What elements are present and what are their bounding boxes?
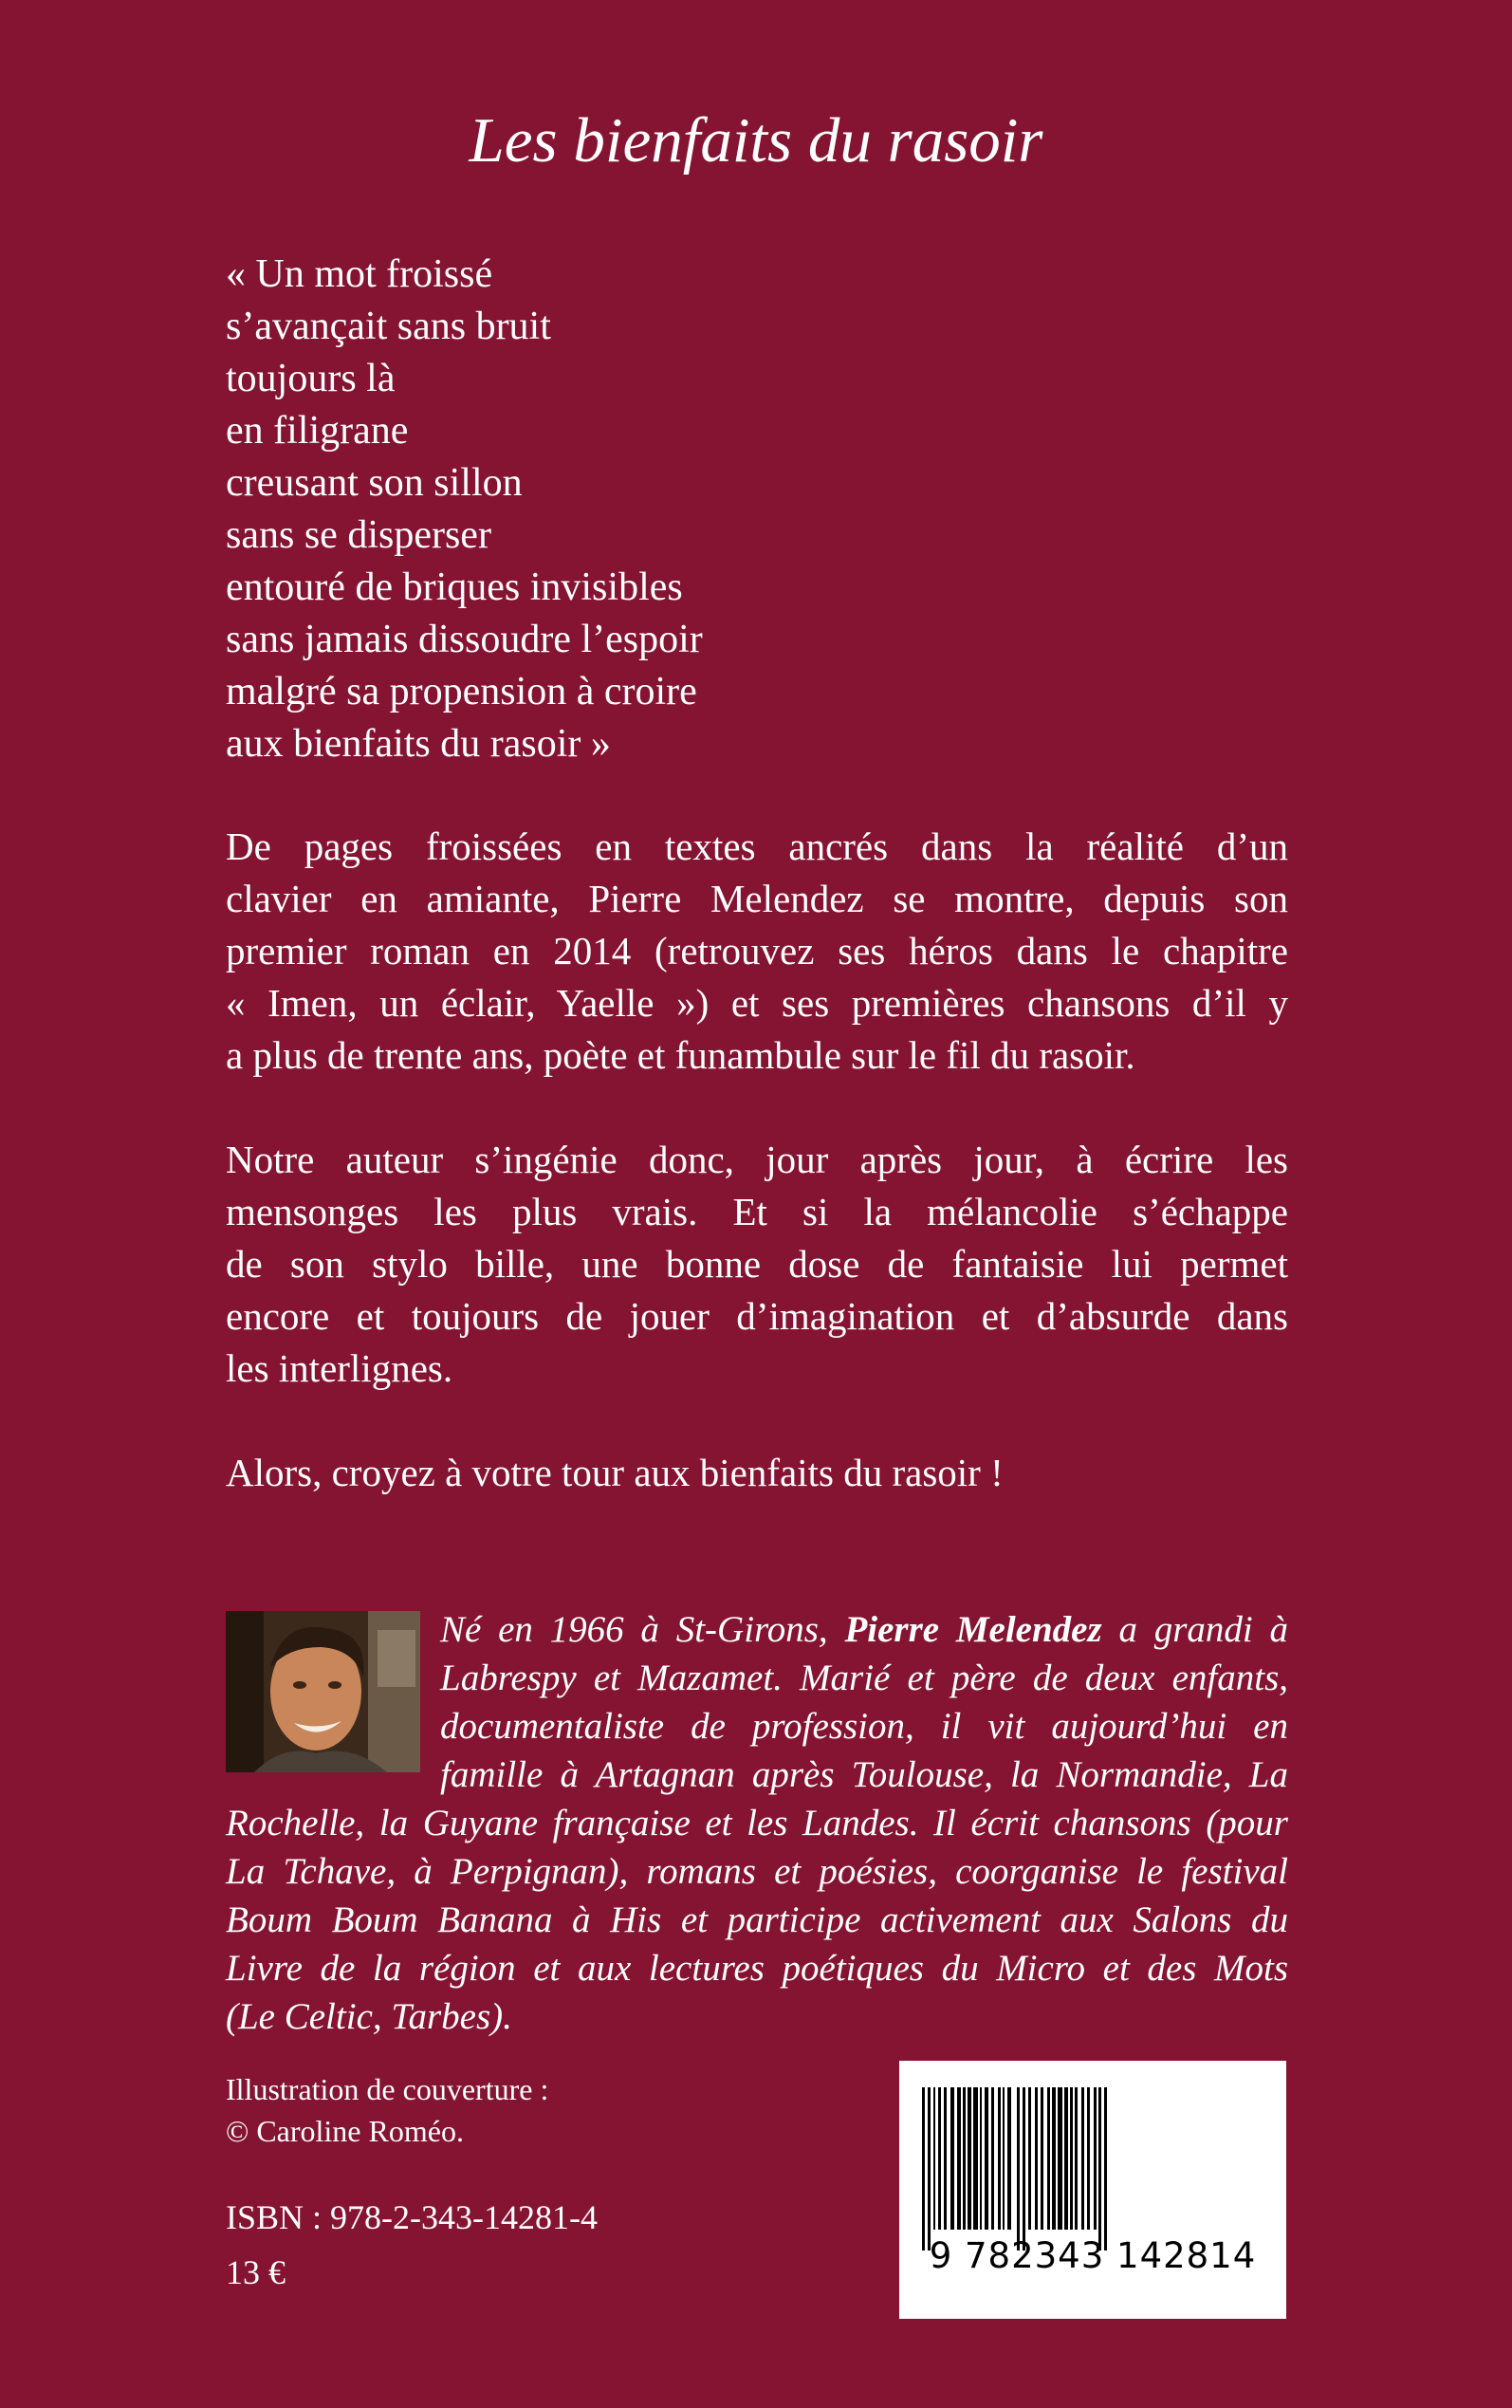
bio-line: Livre de la région et aux lectures poétiques du Micro et des Mots xyxy=(226,1948,1288,1989)
bio-line: Labrespy et Mazamet. Marié et père de deux enfants, xyxy=(440,1658,1288,1698)
description-paragraph-1 xyxy=(226,821,1288,1082)
paragraph-line: de son stylo bille, une bonne dose de fantaisie lui permet xyxy=(226,1242,1288,1286)
barcode-bar xyxy=(985,2087,988,2230)
bio-line xyxy=(226,1605,1288,1654)
barcode-bar xyxy=(1052,2087,1056,2230)
author-name: Pierre Melendez xyxy=(844,1609,1102,1650)
barcode-bar xyxy=(1023,2087,1025,2251)
paragraph-line: a plus de trente ans, poète et funambule sur le fil du rasoir. xyxy=(226,1033,1135,1077)
poem-line: sans se disperser xyxy=(226,513,491,557)
barcode-bar xyxy=(1003,2087,1005,2230)
cover-credit xyxy=(226,2068,548,2152)
poem-line: creusant son sillon xyxy=(226,461,523,505)
barcode-bar xyxy=(1104,2087,1107,2251)
bio-line: La Tchave, à Perpignan), romans et poésies, coorganise le festival xyxy=(226,1851,1288,1892)
barcode-bar xyxy=(1094,2087,1097,2230)
poem-line: entouré de briques invisibles xyxy=(226,565,683,609)
poem-line: « Un mot froissé xyxy=(226,252,493,296)
barcode-bar xyxy=(1098,2087,1101,2251)
barcode-bar xyxy=(1007,2087,1011,2230)
description-paragraph-3 xyxy=(226,1447,1288,1499)
barcode-bar xyxy=(1064,2087,1068,2230)
barcode-bar xyxy=(1041,2087,1043,2230)
barcode-bar xyxy=(957,2087,961,2230)
barcode-bar xyxy=(950,2087,954,2230)
bio-line: Rochelle, la Guyane française et les Landes. Il écrit chansons (pour xyxy=(226,1803,1288,1843)
barcode-bar xyxy=(1081,2087,1084,2230)
barcode-bar xyxy=(933,2087,935,2230)
paragraph-line: premier roman en 2014 (retrouvez ses héros dans le chapitre xyxy=(226,929,1288,972)
credit-name: © Caroline Roméo. xyxy=(226,2114,464,2148)
barcode xyxy=(899,2061,1286,2319)
poem-excerpt xyxy=(226,249,703,770)
paragraph-line: De pages froissées en textes ancrés dans la réalité d’un xyxy=(226,824,1288,868)
barcode-bar xyxy=(944,2087,947,2230)
barcode-bar xyxy=(1087,2087,1090,2230)
paragraph-line: les interlignes. xyxy=(226,1346,453,1390)
barcode-bar xyxy=(922,2087,925,2251)
description-paragraph-2 xyxy=(226,1134,1288,1395)
book-title: Les bienfaits du rasoir xyxy=(469,105,1043,176)
barcode-bar xyxy=(998,2087,1001,2230)
paragraph-line: Alors, croyez à votre tour aux bienfaits du rasoir ! xyxy=(226,1451,1004,1494)
barcode-bar xyxy=(1017,2087,1020,2251)
bio-line: famille à Artagnan après Toulouse, la Normandie, La xyxy=(440,1754,1288,1795)
isbn: ISBN : 978-2-343-14281-4 xyxy=(226,2198,598,2236)
bio-text: a grandi à xyxy=(1101,1609,1288,1650)
poem-line: aux bienfaits du rasoir » xyxy=(226,722,611,766)
paragraph-line: encore et toujours de jouer d’imagination et d’absurde dans xyxy=(226,1294,1288,1338)
price: 13 € xyxy=(226,2253,286,2291)
poem-line: s’avançait sans bruit xyxy=(226,305,551,348)
barcode-bar xyxy=(938,2087,941,2230)
barcode-bar xyxy=(1075,2087,1078,2230)
poem-line: en filigrane xyxy=(226,409,409,453)
barcode-bar xyxy=(963,2087,966,2230)
bio-line: (Le Celtic, Tarbes). xyxy=(226,1996,512,2037)
barcode-bar xyxy=(968,2087,971,2230)
barcode-bar xyxy=(928,2087,931,2251)
barcode-bar xyxy=(1070,2087,1073,2230)
barcode-bar xyxy=(973,2087,978,2230)
poem-line: malgré sa propension à croire xyxy=(226,670,697,713)
barcode-bars xyxy=(916,2087,1269,2251)
paragraph-line: mensonges les plus vrais. Et si la mélancolie s’échappe xyxy=(226,1190,1288,1233)
barcode-bar xyxy=(1028,2087,1031,2230)
barcode-bar xyxy=(991,2087,994,2230)
poem-line: sans jamais dissoudre l’espoir xyxy=(226,618,703,661)
barcode-bar xyxy=(980,2087,982,2230)
barcode-bar xyxy=(1047,2087,1050,2230)
barcode-bar xyxy=(1035,2087,1038,2230)
credit-label: Illustration de couverture : xyxy=(226,2072,549,2106)
bio-text: Né en 1966 à St-Girons, xyxy=(440,1609,845,1650)
author-bio xyxy=(226,1605,1288,2041)
bio-line: Boum Boum Banana à His et participe activement aux Salons du xyxy=(226,1899,1288,1940)
barcode-digits: 9 782343 142814 xyxy=(929,2235,1257,2276)
paragraph-line: « Imen, un éclair, Yaelle ») et ses premières chansons d’il y xyxy=(226,981,1288,1025)
barcode-bar xyxy=(1058,2087,1062,2230)
poem-line: toujours là xyxy=(226,357,396,400)
bio-line: documentaliste de profession, il vit aujourd’hui en xyxy=(440,1706,1288,1747)
paragraph-line: Notre auteur s’ingénie donc, jour après jour, à écrire les xyxy=(226,1138,1288,1181)
paragraph-line: clavier en amiante, Pierre Melendez se montre, depuis son xyxy=(226,877,1288,920)
